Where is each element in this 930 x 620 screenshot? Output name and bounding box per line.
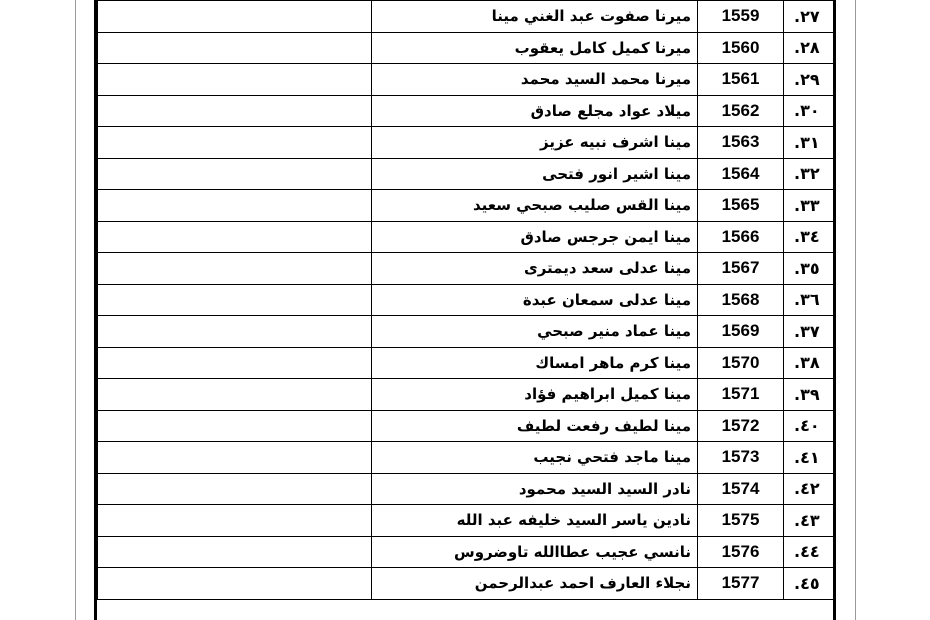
code-cell: 1573: [698, 442, 784, 474]
code-cell: 1568: [698, 284, 784, 316]
code-cell: 1562: [698, 95, 784, 127]
notes-cell: [98, 190, 372, 222]
name-cell: مينا عدلى سمعان عبدة: [372, 284, 698, 316]
index-cell: .٣٧: [784, 316, 834, 348]
index-cell: .٣١: [784, 127, 834, 159]
table-row: [98, 442, 834, 474]
notes-cell: [98, 505, 372, 537]
table-row: [98, 473, 834, 505]
index-cell: .٤٠: [784, 410, 834, 442]
name-cell: مينا ماجد فتحي نجيب: [372, 442, 698, 474]
page-edge-right: [855, 0, 856, 620]
notes-cell: [98, 442, 372, 474]
table-row: [98, 347, 834, 379]
notes-cell: [98, 536, 372, 568]
table-row: [98, 505, 834, 537]
table-row: [98, 158, 834, 190]
table-row: [98, 536, 834, 568]
code-cell: 1574: [698, 473, 784, 505]
code-cell: 1572: [698, 410, 784, 442]
notes-cell: [98, 127, 372, 159]
code-cell: 1570: [698, 347, 784, 379]
index-cell: .٤٢: [784, 473, 834, 505]
table-row: [98, 127, 834, 159]
code-cell: 1559: [698, 1, 784, 33]
code-cell: 1571: [698, 379, 784, 411]
code-cell: 1577: [698, 568, 784, 600]
index-cell: .٣٢: [784, 158, 834, 190]
page-edge-left: [75, 0, 76, 620]
index-cell: .٣٦: [784, 284, 834, 316]
notes-cell: [98, 410, 372, 442]
student-list-table: [97, 0, 834, 600]
code-cell: 1567: [698, 253, 784, 285]
notes-cell: [98, 473, 372, 505]
index-cell: .٣٩: [784, 379, 834, 411]
notes-cell: [98, 221, 372, 253]
table-row: [98, 64, 834, 96]
notes-cell: [98, 316, 372, 348]
notes-cell: [98, 379, 372, 411]
code-cell: 1565: [698, 190, 784, 222]
code-cell: 1569: [698, 316, 784, 348]
name-cell: مينا لطيف رفعت لطيف: [372, 410, 698, 442]
name-cell: مينا عماد منير صبحي: [372, 316, 698, 348]
document-table-frame: [94, 0, 836, 620]
table-row: [98, 1, 834, 33]
name-cell: مينا القس صليب صبحي سعيد: [372, 190, 698, 222]
name-cell: مينا اشير انور فتحى: [372, 158, 698, 190]
table-row: [98, 316, 834, 348]
code-cell: 1576: [698, 536, 784, 568]
name-cell: مينا كرم ماهر امساك: [372, 347, 698, 379]
name-cell: نادر السيد السيد محمود: [372, 473, 698, 505]
index-cell: .٣٣: [784, 190, 834, 222]
notes-cell: [98, 1, 372, 33]
index-cell: .٢٩: [784, 64, 834, 96]
name-cell: نانسي عجيب عطاالله تاوضروس: [372, 536, 698, 568]
table-row: [98, 410, 834, 442]
table-row: [98, 568, 834, 600]
notes-cell: [98, 568, 372, 600]
table-body: [98, 0, 834, 599]
notes-cell: [98, 284, 372, 316]
name-cell: نادين ياسر السيد خليفه عبد الله: [372, 505, 698, 537]
code-cell: 1561: [698, 64, 784, 96]
index-cell: .٣٥: [784, 253, 834, 285]
table-row: [98, 379, 834, 411]
name-cell: نجلاء العارف احمد عبدالرحمن: [372, 568, 698, 600]
table-row: [98, 253, 834, 285]
table-row: [98, 284, 834, 316]
index-cell: .٤٣: [784, 505, 834, 537]
code-cell: 1575: [698, 505, 784, 537]
index-cell: .٤٥: [784, 568, 834, 600]
code-cell: 1563: [698, 127, 784, 159]
name-cell: ميرنا محمد السيد محمد: [372, 64, 698, 96]
table-row: [98, 95, 834, 127]
code-cell: 1566: [698, 221, 784, 253]
index-cell: .٣٨: [784, 347, 834, 379]
notes-cell: [98, 64, 372, 96]
name-cell: مينا كميل ابراهيم فؤاد: [372, 379, 698, 411]
name-cell: ميرنا كميل كامل يعقوب: [372, 32, 698, 64]
code-cell: 1564: [698, 158, 784, 190]
index-cell: .٣٤: [784, 221, 834, 253]
name-cell: ميلاد عواد مجلع صادق: [372, 95, 698, 127]
table-row: [98, 190, 834, 222]
index-cell: .٣٠: [784, 95, 834, 127]
table-row: [98, 32, 834, 64]
notes-cell: [98, 95, 372, 127]
index-cell: .٤٤: [784, 536, 834, 568]
notes-cell: [98, 158, 372, 190]
notes-cell: [98, 253, 372, 285]
name-cell: مينا عدلى سعد ديمترى: [372, 253, 698, 285]
notes-cell: [98, 32, 372, 64]
notes-cell: [98, 347, 372, 379]
name-cell: مينا ايمن جرجس صادق: [372, 221, 698, 253]
index-cell: .٤١: [784, 442, 834, 474]
table-row: [98, 221, 834, 253]
code-cell: 1560: [698, 32, 784, 64]
name-cell: مينا اشرف نبيه عزيز: [372, 127, 698, 159]
index-cell: .٢٧: [784, 1, 834, 33]
name-cell: ميرنا صفوت عبد الغني مينا: [372, 1, 698, 33]
index-cell: .٢٨: [784, 32, 834, 64]
